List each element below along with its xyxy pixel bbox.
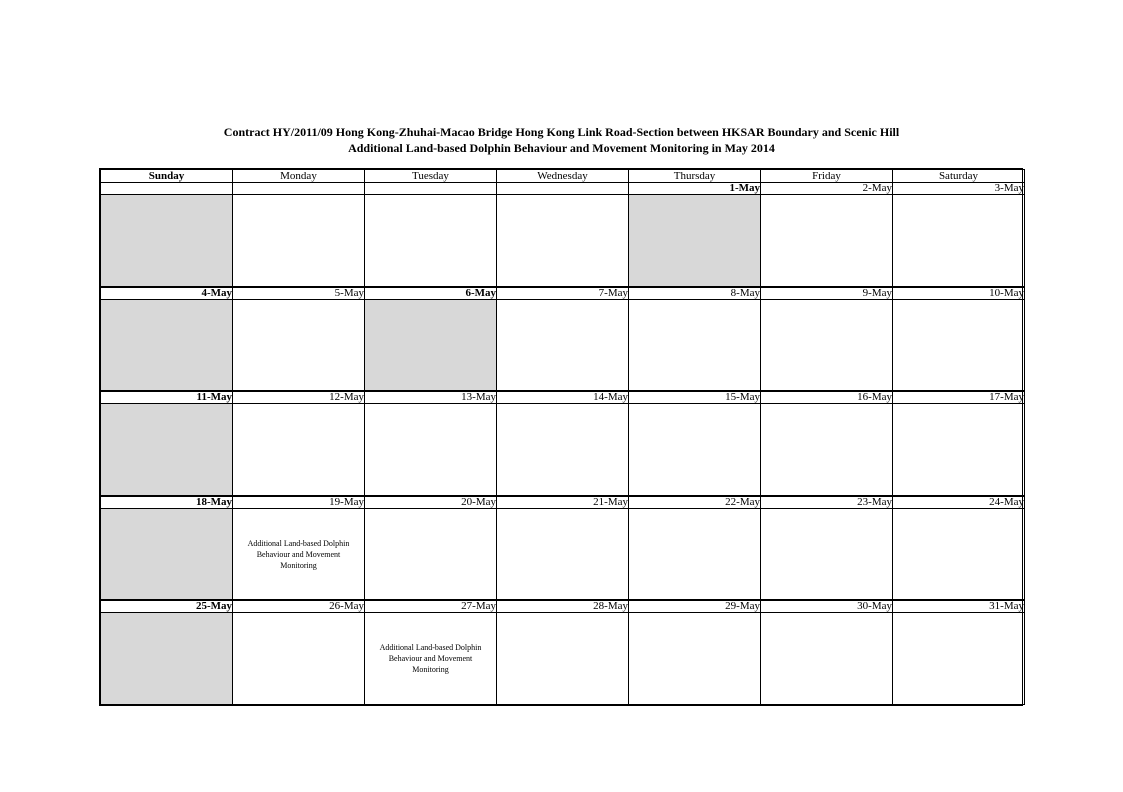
day-cell	[101, 508, 233, 600]
date-row	[101, 391, 1025, 404]
day-cell	[761, 299, 893, 391]
date-cell: 24-May	[893, 496, 1025, 509]
day-cell	[497, 195, 629, 287]
weekday-header-row	[101, 170, 1025, 183]
day-cell	[365, 195, 497, 287]
day-cell	[101, 613, 233, 705]
date-cell	[233, 183, 365, 195]
day-cell	[893, 299, 1025, 391]
day-cell	[365, 299, 497, 391]
date-cell: 23-May	[761, 496, 893, 509]
date-cell: 4-May	[101, 287, 233, 300]
date-cell: 29-May	[629, 600, 761, 613]
day-cell	[629, 508, 761, 600]
date-cell: 16-May	[761, 391, 893, 404]
date-cell: 12-May	[233, 391, 365, 404]
date-cell: 15-May	[629, 391, 761, 404]
day-cell	[629, 299, 761, 391]
day-cell	[497, 508, 629, 600]
day-cell	[233, 299, 365, 391]
day-cell	[629, 404, 761, 496]
day-body-row	[101, 508, 1025, 600]
monthly-calendar	[99, 168, 1023, 706]
day-cell	[365, 613, 497, 705]
date-cell: 1-May	[629, 183, 761, 195]
date-cell: 19-May	[233, 496, 365, 509]
day-cell	[761, 195, 893, 287]
date-cell: 7-May	[497, 287, 629, 300]
day-cell	[893, 195, 1025, 287]
day-cell	[893, 404, 1025, 496]
date-cell: 25-May	[101, 600, 233, 613]
date-cell: 11-May	[101, 391, 233, 404]
day-cell	[893, 613, 1025, 705]
weekday-header: Friday	[761, 170, 893, 183]
date-cell: 9-May	[761, 287, 893, 300]
monitoring-note: Additional Land-based Dolphin Behaviour and Movement Monitoring	[379, 643, 482, 675]
date-row	[101, 183, 1025, 195]
date-cell: 5-May	[233, 287, 365, 300]
day-cell	[629, 613, 761, 705]
date-row	[101, 496, 1025, 509]
monitoring-note: Additional Land-based Dolphin Behaviour and Movement Monitoring	[247, 538, 350, 570]
day-cell	[497, 299, 629, 391]
day-cell	[629, 195, 761, 287]
day-cell	[365, 404, 497, 496]
day-cell	[233, 195, 365, 287]
weekday-header: Thursday	[629, 170, 761, 183]
weekday-header: Tuesday	[365, 170, 497, 183]
date-row	[101, 600, 1025, 613]
date-cell: 26-May	[233, 600, 365, 613]
day-cell	[233, 508, 365, 600]
date-cell: 21-May	[497, 496, 629, 509]
weekday-header: Sunday	[101, 170, 233, 183]
date-cell: 22-May	[629, 496, 761, 509]
date-cell: 28-May	[497, 600, 629, 613]
date-cell: 30-May	[761, 600, 893, 613]
contract-title: Contract HY/2011/09 Hong Kong-Zhuhai-Macao Bridge Hong Kong Link Road-Section between HKSAR Boundary and Scenic Hill	[223, 125, 900, 139]
day-cell	[761, 508, 893, 600]
date-cell: 13-May	[365, 391, 497, 404]
weekday-header: Monday	[233, 170, 365, 183]
date-cell: 8-May	[629, 287, 761, 300]
date-cell	[101, 183, 233, 195]
calendar-subtitle: Additional Land-based Dolphin Behaviour and Movement Monitoring in May 2014	[348, 141, 775, 155]
day-body-row	[101, 613, 1025, 705]
date-cell: 10-May	[893, 287, 1025, 300]
date-cell: 17-May	[893, 391, 1025, 404]
day-cell	[893, 508, 1025, 600]
date-cell: 18-May	[101, 496, 233, 509]
day-cell	[101, 299, 233, 391]
date-cell	[497, 183, 629, 195]
day-cell	[233, 404, 365, 496]
date-cell: 20-May	[365, 496, 497, 509]
date-cell: 14-May	[497, 391, 629, 404]
day-cell	[101, 404, 233, 496]
day-cell	[101, 195, 233, 287]
title-block	[0, 124, 1123, 156]
weekday-header: Saturday	[893, 170, 1025, 183]
date-cell	[365, 183, 497, 195]
day-cell	[497, 404, 629, 496]
day-cell	[761, 613, 893, 705]
day-body-row	[101, 404, 1025, 496]
weekday-header: Wednesday	[497, 170, 629, 183]
day-cell	[365, 508, 497, 600]
date-cell: 2-May	[761, 183, 893, 195]
date-cell: 6-May	[365, 287, 497, 300]
day-cell	[497, 613, 629, 705]
day-cell	[761, 404, 893, 496]
date-cell: 31-May	[893, 600, 1025, 613]
day-cell	[233, 613, 365, 705]
day-body-row	[101, 299, 1025, 391]
day-body-row	[101, 195, 1025, 287]
date-cell: 3-May	[893, 183, 1025, 195]
date-cell: 27-May	[365, 600, 497, 613]
date-row	[101, 287, 1025, 300]
